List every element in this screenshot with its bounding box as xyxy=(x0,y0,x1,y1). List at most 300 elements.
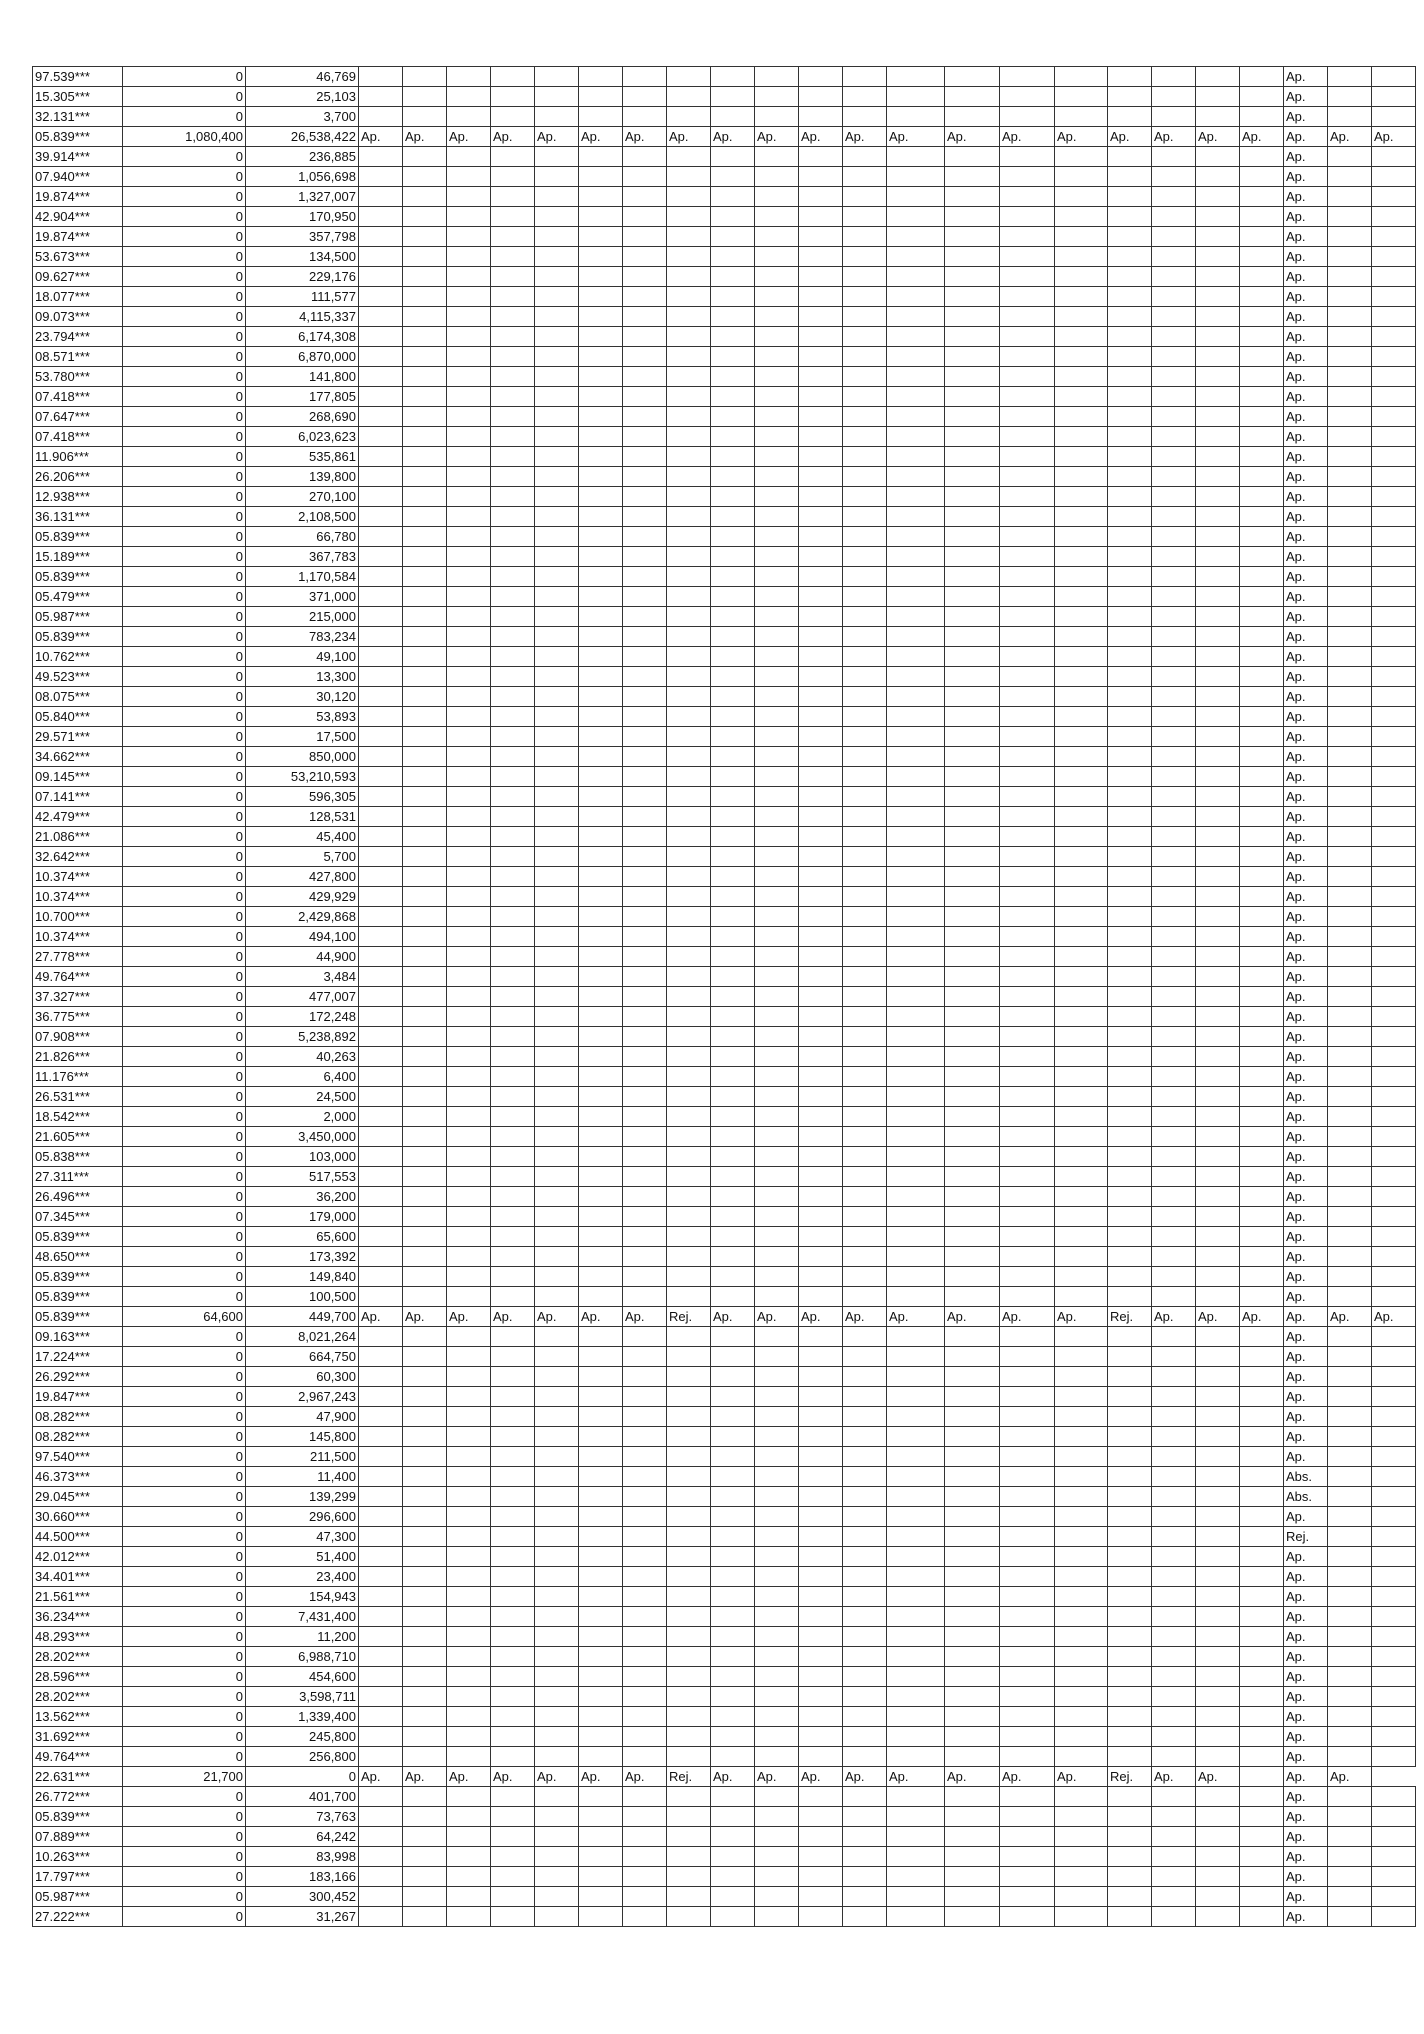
vote-cell xyxy=(1108,307,1152,327)
vote-cell xyxy=(359,1107,403,1127)
vote-cell xyxy=(667,867,711,887)
vote-cell xyxy=(667,1167,711,1187)
vote-cell xyxy=(1152,607,1196,627)
vote-cell xyxy=(1055,607,1108,627)
vote-cell xyxy=(1372,1747,1416,1767)
vote-cell: Ap. xyxy=(491,1307,535,1327)
table-row xyxy=(33,247,1416,267)
vote-cell xyxy=(887,1147,945,1167)
vote-cell xyxy=(1152,1327,1196,1347)
vote-cell xyxy=(623,1787,667,1807)
vote-cell xyxy=(403,667,447,687)
vote-cell xyxy=(359,447,403,467)
vote-cell xyxy=(623,1027,667,1047)
vote-cell xyxy=(711,1707,755,1727)
vote-cell xyxy=(447,1187,491,1207)
amount-cell: 31,267 xyxy=(246,1907,359,1927)
vote-cell: Ap. xyxy=(1284,1827,1328,1847)
vote-cell xyxy=(1196,1187,1240,1207)
vote-cell xyxy=(887,967,945,987)
amount-cell: 7,431,400 xyxy=(246,1607,359,1627)
shares-cell: 0 xyxy=(123,1327,246,1347)
vote-cell xyxy=(491,1707,535,1727)
vote-cell xyxy=(711,667,755,687)
vote-cell xyxy=(623,1367,667,1387)
vote-cell xyxy=(447,1247,491,1267)
holder-id-cell: 05.840*** xyxy=(33,707,123,727)
shares-cell: 0 xyxy=(123,687,246,707)
vote-cell: Ap. xyxy=(1284,807,1328,827)
holder-id-cell: 05.987*** xyxy=(33,1887,123,1907)
vote-cell: Ap. xyxy=(1055,1767,1108,1787)
vote-cell xyxy=(887,527,945,547)
vote-cell xyxy=(403,407,447,427)
vote-cell xyxy=(1152,1267,1196,1287)
vote-cell xyxy=(887,887,945,907)
shares-cell: 0 xyxy=(123,1427,246,1447)
vote-cell xyxy=(711,1607,755,1627)
vote-cell xyxy=(579,607,623,627)
vote-cell: Ap. xyxy=(623,127,667,147)
vote-cell xyxy=(403,647,447,667)
vote-cell xyxy=(755,747,799,767)
vote-cell xyxy=(403,967,447,987)
vote-cell xyxy=(359,487,403,507)
vote-cell xyxy=(403,927,447,947)
vote-cell xyxy=(491,587,535,607)
vote-cell: Ap. xyxy=(1284,1007,1328,1027)
vote-cell xyxy=(799,187,843,207)
vote-cell xyxy=(755,1507,799,1527)
vote-cell xyxy=(887,1287,945,1307)
vote-cell xyxy=(1000,947,1055,967)
vote-cell xyxy=(887,907,945,927)
vote-cell xyxy=(1240,367,1284,387)
vote-cell xyxy=(403,167,447,187)
vote-cell xyxy=(579,1167,623,1187)
vote-cell xyxy=(1196,987,1240,1007)
vote-cell xyxy=(667,1087,711,1107)
vote-cell xyxy=(491,527,535,547)
vote-cell xyxy=(1372,1727,1416,1747)
vote-cell xyxy=(945,1567,1000,1587)
vote-cell xyxy=(1108,87,1152,107)
vote-cell xyxy=(1108,1867,1152,1887)
vote-cell xyxy=(1372,1327,1416,1347)
vote-cell xyxy=(799,307,843,327)
vote-cell xyxy=(623,1107,667,1127)
vote-cell xyxy=(1152,727,1196,747)
vote-cell xyxy=(1055,827,1108,847)
vote-cell: Ap. xyxy=(1284,747,1328,767)
vote-cell xyxy=(1196,1007,1240,1027)
vote-cell xyxy=(403,1827,447,1847)
vote-cell xyxy=(623,1807,667,1827)
table-row xyxy=(33,867,1416,887)
vote-cell xyxy=(579,1667,623,1687)
holder-id-cell: 05.838*** xyxy=(33,1147,123,1167)
vote-cell xyxy=(887,447,945,467)
vote-cell xyxy=(535,167,579,187)
vote-cell xyxy=(1108,427,1152,447)
vote-cell xyxy=(1196,1487,1240,1507)
vote-cell xyxy=(1328,1427,1372,1447)
vote-cell xyxy=(1152,1667,1196,1687)
vote-cell xyxy=(1000,1287,1055,1307)
vote-cell xyxy=(447,1407,491,1427)
vote-cell: Ap. xyxy=(1284,1307,1328,1327)
vote-cell xyxy=(579,1707,623,1727)
vote-cell xyxy=(359,1707,403,1727)
vote-cell xyxy=(1328,1867,1372,1887)
vote-cell xyxy=(843,1007,887,1027)
shares-cell: 0 xyxy=(123,187,246,207)
vote-cell: Ap. xyxy=(1284,447,1328,467)
vote-cell xyxy=(491,1227,535,1247)
vote-cell xyxy=(359,1867,403,1887)
vote-cell xyxy=(1000,1647,1055,1667)
vote-cell xyxy=(1000,287,1055,307)
vote-cell xyxy=(887,827,945,847)
vote-cell xyxy=(711,247,755,267)
vote-cell xyxy=(1196,787,1240,807)
table-row xyxy=(33,1367,1416,1387)
table-row xyxy=(33,1747,1416,1767)
vote-cell xyxy=(623,867,667,887)
vote-cell xyxy=(623,1327,667,1347)
vote-cell xyxy=(623,1267,667,1287)
vote-cell xyxy=(359,607,403,627)
vote-cell xyxy=(535,587,579,607)
table-row xyxy=(33,727,1416,747)
table-row xyxy=(33,1047,1416,1067)
table-row xyxy=(33,1327,1416,1347)
table-row xyxy=(33,1827,1416,1847)
vote-cell xyxy=(1372,707,1416,727)
vote-cell xyxy=(799,1507,843,1527)
holder-id-cell: 21.086*** xyxy=(33,827,123,847)
vote-cell xyxy=(491,1127,535,1147)
amount-cell: 371,000 xyxy=(246,587,359,607)
vote-cell xyxy=(579,447,623,467)
shares-cell: 0 xyxy=(123,1527,246,1547)
vote-cell xyxy=(1000,267,1055,287)
vote-cell xyxy=(843,1807,887,1827)
vote-cell xyxy=(667,1567,711,1587)
vote-cell xyxy=(1372,467,1416,487)
vote-cell xyxy=(755,367,799,387)
vote-cell xyxy=(359,1387,403,1407)
vote-cell xyxy=(1000,1867,1055,1887)
vote-cell xyxy=(535,987,579,1007)
vote-cell xyxy=(579,1127,623,1147)
vote-cell xyxy=(623,547,667,567)
vote-cell xyxy=(579,947,623,967)
vote-cell xyxy=(579,147,623,167)
vote-cell xyxy=(623,247,667,267)
vote-cell xyxy=(843,1647,887,1667)
holder-id-cell: 97.540*** xyxy=(33,1447,123,1467)
vote-cell xyxy=(843,547,887,567)
vote-cell xyxy=(1240,667,1284,687)
vote-cell xyxy=(359,967,403,987)
vote-cell xyxy=(1240,1387,1284,1407)
vote-cell xyxy=(403,1567,447,1587)
table-row xyxy=(33,967,1416,987)
vote-cell xyxy=(1055,1467,1108,1487)
vote-cell xyxy=(755,1007,799,1027)
vote-cell xyxy=(843,487,887,507)
vote-cell xyxy=(711,307,755,327)
vote-cell: Ap. xyxy=(403,1767,447,1787)
amount-cell: 245,800 xyxy=(246,1727,359,1747)
vote-cell xyxy=(623,1867,667,1887)
table-row xyxy=(33,1147,1416,1167)
vote-cell xyxy=(887,1027,945,1047)
vote-cell: Ap. xyxy=(1284,347,1328,367)
vote-cell xyxy=(1240,1627,1284,1647)
vote-cell xyxy=(667,447,711,467)
vote-cell xyxy=(755,1547,799,1567)
vote-cell xyxy=(843,1527,887,1547)
vote-cell xyxy=(1196,167,1240,187)
vote-cell xyxy=(1108,1567,1152,1587)
vote-cell: Ap. xyxy=(843,127,887,147)
vote-cell xyxy=(535,147,579,167)
vote-cell xyxy=(1108,1427,1152,1447)
table-row xyxy=(33,1507,1416,1527)
vote-cell xyxy=(491,1507,535,1527)
holder-id-cell: 05.839*** xyxy=(33,567,123,587)
vote-cell xyxy=(945,107,1000,127)
vote-cell xyxy=(1240,1267,1284,1287)
vote-cell xyxy=(1328,707,1372,727)
vote-cell xyxy=(945,1427,1000,1447)
vote-cell xyxy=(887,747,945,767)
vote-cell xyxy=(1000,407,1055,427)
vote-cell xyxy=(491,1247,535,1267)
vote-cell xyxy=(667,1867,711,1887)
amount-cell: 850,000 xyxy=(246,747,359,767)
vote-cell xyxy=(755,267,799,287)
vote-cell xyxy=(491,207,535,227)
vote-cell: Ap. xyxy=(1284,1247,1328,1267)
vote-cell xyxy=(1152,927,1196,947)
vote-cell xyxy=(799,1107,843,1127)
vote-cell xyxy=(667,1527,711,1547)
vote-cell xyxy=(1328,247,1372,267)
vote-cell xyxy=(711,1407,755,1427)
vote-cell xyxy=(623,207,667,227)
vote-cell xyxy=(1196,827,1240,847)
vote-cell xyxy=(945,1847,1000,1867)
shares-cell: 0 xyxy=(123,1027,246,1047)
vote-cell xyxy=(447,1267,491,1287)
vote-cell xyxy=(1000,1247,1055,1267)
holder-id-cell: 05.987*** xyxy=(33,607,123,627)
vote-cell xyxy=(1328,1847,1372,1867)
vote-cell xyxy=(1196,1407,1240,1427)
shares-cell: 0 xyxy=(123,247,246,267)
vote-cell xyxy=(1240,1487,1284,1507)
vote-cell xyxy=(1196,1227,1240,1247)
vote-cell xyxy=(887,507,945,527)
vote-cell xyxy=(535,1867,579,1887)
vote-cell xyxy=(1328,1227,1372,1247)
vote-cell xyxy=(1328,1727,1372,1747)
vote-cell xyxy=(945,987,1000,1007)
vote-cell xyxy=(711,547,755,567)
vote-cell xyxy=(623,1707,667,1727)
vote-cell: Ap. xyxy=(1284,527,1328,547)
vote-cell xyxy=(667,807,711,827)
vote-cell xyxy=(1196,1267,1240,1287)
vote-cell xyxy=(579,1267,623,1287)
vote-cell xyxy=(1000,1907,1055,1927)
vote-cell xyxy=(359,1667,403,1687)
vote-cell xyxy=(403,827,447,847)
vote-cell xyxy=(579,687,623,707)
vote-cell xyxy=(1328,687,1372,707)
amount-cell: 0 xyxy=(246,1767,359,1787)
vote-cell xyxy=(535,1167,579,1187)
vote-cell xyxy=(491,247,535,267)
holder-id-cell: 27.311*** xyxy=(33,1167,123,1187)
vote-cell xyxy=(843,847,887,867)
vote-cell xyxy=(1000,687,1055,707)
vote-cell xyxy=(1196,1067,1240,1087)
amount-cell: 3,700 xyxy=(246,107,359,127)
vote-cell: Ap. xyxy=(579,1307,623,1327)
vote-cell xyxy=(359,1367,403,1387)
vote-cell xyxy=(945,1347,1000,1367)
vote-cell xyxy=(623,907,667,927)
shares-cell: 64,600 xyxy=(123,1307,246,1327)
vote-cell xyxy=(579,1887,623,1907)
vote-cell: Ap. xyxy=(1108,127,1152,147)
vote-cell xyxy=(1055,1327,1108,1347)
vote-cell xyxy=(1108,1887,1152,1907)
vote-cell xyxy=(623,287,667,307)
vote-cell xyxy=(1240,1607,1284,1627)
amount-cell: 183,166 xyxy=(246,1867,359,1887)
vote-cell xyxy=(359,527,403,547)
vote-cell xyxy=(1055,927,1108,947)
vote-cell xyxy=(1055,1527,1108,1547)
shares-cell: 0 xyxy=(123,1607,246,1627)
vote-cell xyxy=(359,1847,403,1867)
vote-cell xyxy=(1328,1167,1372,1187)
vote-cell xyxy=(887,347,945,367)
vote-cell xyxy=(359,687,403,707)
vote-cell xyxy=(535,1447,579,1467)
holder-id-cell: 29.571*** xyxy=(33,727,123,747)
vote-cell: Ap. xyxy=(1284,1067,1328,1087)
vote-cell xyxy=(403,1587,447,1607)
table-row xyxy=(33,1807,1416,1827)
table-row xyxy=(33,1467,1416,1487)
vote-cell xyxy=(799,1327,843,1347)
amount-cell: 26,538,422 xyxy=(246,127,359,147)
vote-cell xyxy=(887,1667,945,1687)
vote-cell xyxy=(843,1447,887,1467)
vote-cell xyxy=(491,607,535,627)
vote-cell xyxy=(799,487,843,507)
table-row xyxy=(33,307,1416,327)
vote-cell xyxy=(711,527,755,547)
vote-cell xyxy=(579,1867,623,1887)
vote-cell xyxy=(1152,227,1196,247)
vote-cell xyxy=(799,1207,843,1227)
vote-cell xyxy=(359,1727,403,1747)
vote-cell xyxy=(491,547,535,567)
vote-cell xyxy=(843,767,887,787)
vote-cell xyxy=(1152,1647,1196,1667)
amount-cell: 5,700 xyxy=(246,847,359,867)
vote-cell: Ap. xyxy=(1284,407,1328,427)
vote-cell: Ap. xyxy=(623,1767,667,1787)
vote-cell xyxy=(535,67,579,87)
vote-cell xyxy=(945,1187,1000,1207)
vote-cell xyxy=(1152,107,1196,127)
vote-cell xyxy=(623,1167,667,1187)
vote-cell xyxy=(359,327,403,347)
vote-cell xyxy=(1372,1147,1416,1167)
vote-cell xyxy=(667,1467,711,1487)
vote-cell xyxy=(887,1267,945,1287)
vote-cell xyxy=(843,147,887,167)
vote-cell xyxy=(491,347,535,367)
vote-cell xyxy=(799,1087,843,1107)
vote-cell xyxy=(403,1707,447,1727)
vote-cell xyxy=(667,147,711,167)
vote-cell xyxy=(579,487,623,507)
vote-cell xyxy=(1000,1487,1055,1507)
vote-cell xyxy=(447,607,491,627)
vote-cell xyxy=(1372,1787,1416,1807)
vote-cell xyxy=(1055,1047,1108,1067)
vote-cell xyxy=(843,207,887,227)
amount-cell: 40,263 xyxy=(246,1047,359,1067)
vote-cell xyxy=(623,1687,667,1707)
vote-cell xyxy=(1196,227,1240,247)
vote-cell xyxy=(667,1647,711,1667)
vote-cell xyxy=(359,707,403,727)
vote-cell xyxy=(1240,1827,1284,1847)
table-row xyxy=(33,1227,1416,1247)
vote-cell xyxy=(887,567,945,587)
holder-id-cell: 07.418*** xyxy=(33,387,123,407)
vote-cell xyxy=(755,1327,799,1347)
vote-cell xyxy=(887,227,945,247)
vote-cell xyxy=(623,1207,667,1227)
vote-cell xyxy=(491,467,535,487)
vote-cell xyxy=(843,1507,887,1527)
shares-cell: 0 xyxy=(123,1867,246,1887)
vote-cell xyxy=(945,627,1000,647)
vote-cell xyxy=(755,107,799,127)
vote-cell: Ap. xyxy=(1284,287,1328,307)
vote-cell xyxy=(1196,667,1240,687)
vote-cell xyxy=(491,747,535,767)
shares-cell: 0 xyxy=(123,647,246,667)
vote-cell xyxy=(755,887,799,907)
vote-cell xyxy=(945,1667,1000,1687)
vote-cell xyxy=(623,527,667,547)
table-row xyxy=(33,1027,1416,1047)
amount-cell: 24,500 xyxy=(246,1087,359,1107)
vote-cell xyxy=(535,1647,579,1667)
